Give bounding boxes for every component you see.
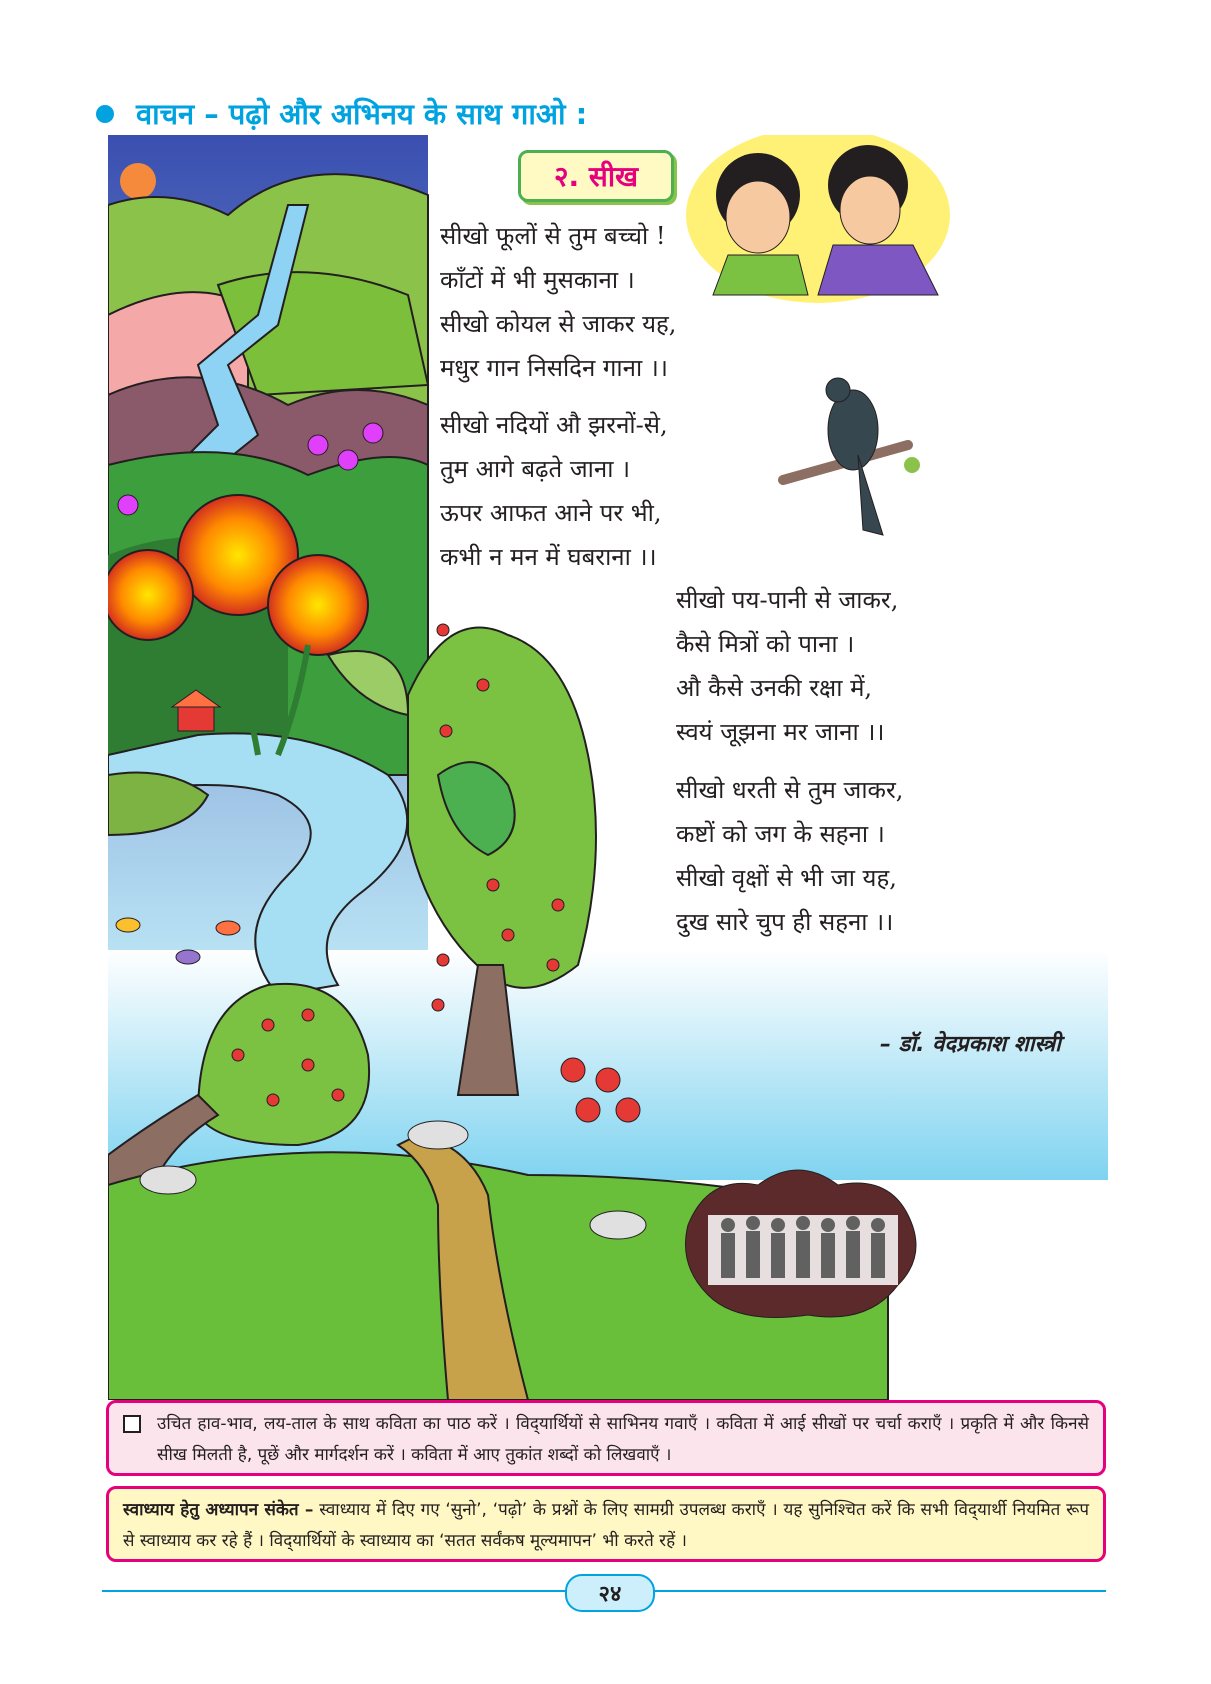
poem-line: सीखो नदियों औ झरनों-से,: [440, 411, 668, 439]
poem-line: दुख सारे चुप ही सहना ।।: [676, 908, 894, 936]
stanza-1: [440, 214, 676, 390]
children-reading-icon: [686, 135, 950, 303]
poem-line: काँटों में भी मुसकाना ।: [440, 266, 635, 294]
poem-title: २. सीख: [553, 160, 639, 193]
poem-line: सीखो धरती से तुम जाकर,: [676, 776, 904, 804]
poem-line: तुम आगे बढ़ते जाना ।: [440, 455, 631, 483]
cuckoo-bird-icon: [783, 378, 920, 535]
stanza-2: [440, 403, 668, 579]
poem-line: सीखो फूलों से तुम बच्चो !: [440, 222, 666, 250]
poem-title-box: [518, 150, 674, 202]
section-header: [96, 94, 587, 133]
poem-line: कैसे मित्रों को पाना ।: [676, 630, 855, 658]
poem-line: कभी न मन में घबराना ।।: [440, 543, 657, 571]
stanza-3: [676, 578, 898, 754]
teacher-note-text: उचित हाव-भाव, लय-ताल के साथ कविता का पाठ करें । विद्‌यार्थियों से साभिनय गवाएँ । कविता में आई सीखों पर चर्चा कराएँ । प्रकृति में और किनसे सीख मिलती है, पूछें और मार्गदर्शन करें । कविता में आए तुकांत शब्दों को लिखवाएँ ।: [157, 1414, 1089, 1465]
poem-line: औ कैसे उनकी रक्षा में,: [676, 674, 873, 702]
self-study-label: स्वाध्याय हेतु अध्यापन संकेत –: [123, 1500, 314, 1520]
self-study-text: [123, 1495, 1089, 1557]
teacher-note-box: [106, 1400, 1106, 1476]
poem-line: सीखो कोयल से जाकर यह,: [440, 310, 677, 338]
bullet-icon: [96, 105, 114, 123]
checkbox-square-icon: [123, 1415, 141, 1433]
section-heading: वाचन – पढ़ो और अभिनय के साथ गाओ :: [136, 97, 588, 131]
poem-author: – डॉ. वेदप्रकाश शास्त्री: [880, 1032, 1061, 1057]
poem-line: कष्टों को जग के सहना ।: [676, 820, 885, 848]
sun-icon: [120, 163, 156, 199]
poem-line: मधुर गान निसदिन गाना ।।: [440, 354, 668, 382]
poem-line: ऊपर आफत आने पर भी,: [440, 499, 662, 527]
self-study-box: [106, 1486, 1106, 1562]
poem-line: सीखो पय-पानी से जाकर,: [676, 586, 899, 614]
crowd-icon: [686, 1170, 917, 1318]
poem-line: सीखो वृक्षों से भी जा यह,: [676, 864, 897, 892]
self-study-body: स्वाध्याय में दिए गए ‘सुनो’, ‘पढ़ो’ के प्रश्नों के लिए सामग्री उपलब्ध कराएँ । यह सुनिश्चित करें कि सभी विद्‌यार्थी नियमित रूप से स्वाध्याय कर रहे हैं । विद्‌यार्थियों के स्वाध्याय का ‘सतत सर्वंकष मूल्यमापन’ भी करते रहें ।: [123, 1500, 1089, 1551]
poem-line: स्वयं जूझना मर जाना ।।: [676, 718, 885, 746]
page-number: २४: [565, 1574, 655, 1612]
stanza-4: [676, 768, 903, 944]
